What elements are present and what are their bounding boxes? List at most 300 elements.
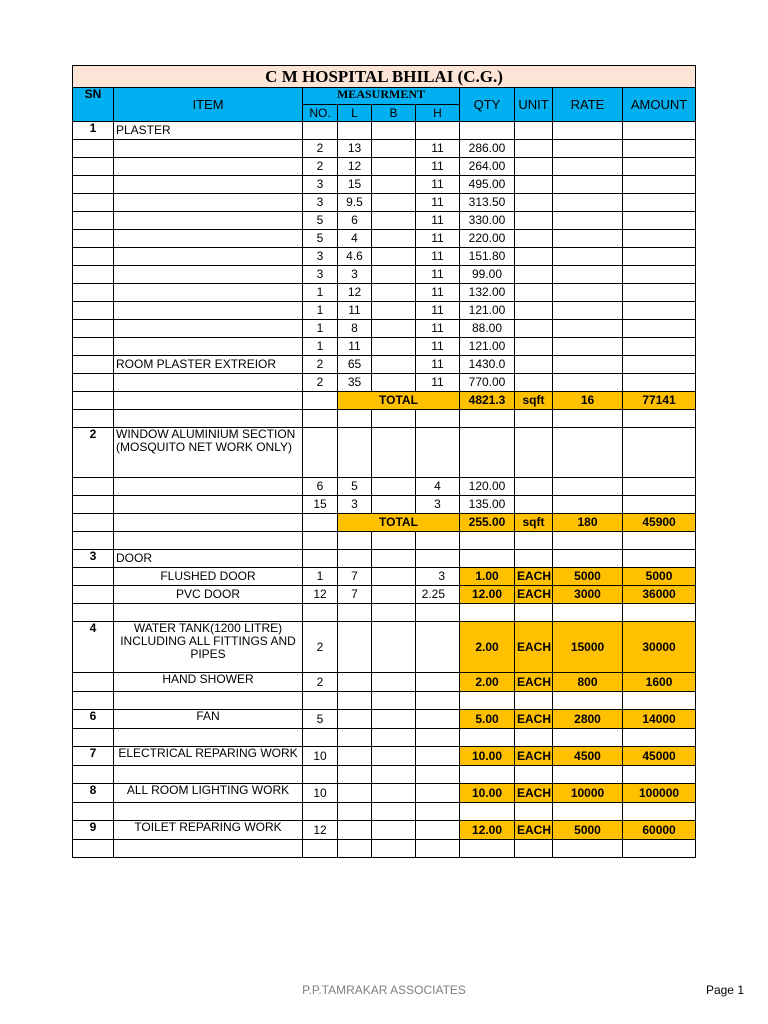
header-item: ITEM [114,88,303,122]
spacer-row [73,803,696,821]
rate-cell [553,302,623,320]
qty-cell: 135.00 [460,496,515,514]
unit-cell [515,320,553,338]
sn-cell [73,356,114,374]
footer-page-number: Page 1 [705,983,744,997]
rate-cell: 5000 [553,821,623,840]
spacer-row [73,729,696,747]
rate-cell: 800 [553,673,623,692]
breadth-cell [372,356,416,374]
qty-cell: 88.00 [460,320,515,338]
rate-cell [553,266,623,284]
total-rate: 180 [553,514,623,532]
no-cell: 1 [303,302,338,320]
rate-cell [553,496,623,514]
height-cell: 4 [416,478,460,496]
header-h: H [416,105,460,122]
qty-cell: 313.50 [460,194,515,212]
item-row [73,622,696,673]
empty-cell [460,692,515,710]
rate-cell [553,176,623,194]
empty-cell [372,766,416,784]
qty-cell: 264.00 [460,158,515,176]
header-sn: SN [73,88,114,122]
amount-cell: 36000 [623,586,696,604]
length-cell: 13 [338,140,372,158]
no-cell: 5 [303,212,338,230]
empty-cell [338,604,372,622]
empty-cell [553,692,623,710]
rate-cell [553,158,623,176]
empty-cell [460,604,515,622]
amount-cell: 30000 [623,622,696,673]
empty-cell [372,729,416,747]
rate-cell [553,140,623,158]
empty-cell [338,766,372,784]
empty-cell [303,766,338,784]
height-cell: 11 [416,158,460,176]
breadth-cell [372,673,416,692]
empty-cell [73,766,114,784]
qty-cell: 10.00 [460,784,515,803]
door-item-row [73,568,696,586]
measurement-row [73,338,696,356]
rate-cell [553,338,623,356]
height-cell: 11 [416,320,460,338]
no-cell: 5 [303,710,338,729]
section-row [73,428,696,478]
empty-cell [73,840,114,858]
breadth-cell [372,338,416,356]
breadth-cell [372,586,416,604]
empty-cell [623,766,696,784]
length-cell: 3 [338,496,372,514]
amount-cell: 100000 [623,784,696,803]
height-cell: 2.25 [416,586,460,604]
sn-cell [73,212,114,230]
empty-cell [114,604,303,622]
qty-cell: 132.00 [460,284,515,302]
qty-cell: 121.00 [460,302,515,320]
length-cell: 15 [338,176,372,194]
measurement-row [73,176,696,194]
item-cell: HAND SHOWER [114,673,303,692]
measurement-row [73,478,696,496]
sn-cell: 4 [73,622,114,673]
unit-cell: EACH [515,622,553,673]
sn-cell [73,496,114,514]
item-cell [114,284,303,302]
measurement-row [73,230,696,248]
qty-cell: 495.00 [460,176,515,194]
sn-cell [73,338,114,356]
height-cell: 11 [416,194,460,212]
empty-cell [303,803,338,821]
measurement-row [73,266,696,284]
breadth-cell [372,302,416,320]
door-rows [73,568,696,622]
no-cell: 3 [303,248,338,266]
breadth-cell [372,478,416,496]
empty-cell [515,604,553,622]
item-row [73,784,696,803]
total-unit: sqft [515,392,553,410]
total-qty: 4821.3 [460,392,515,410]
empty-cell [114,840,303,858]
measurement-row [73,248,696,266]
sn-cell [73,478,114,496]
sn-cell [73,586,114,604]
qty-cell: 2.00 [460,673,515,692]
item-row [73,710,696,729]
item-cell [114,158,303,176]
unit-cell: EACH [515,821,553,840]
amount-cell [623,194,696,212]
item-cell [114,496,303,514]
no-cell: 1 [303,338,338,356]
footer-company: P.P.TAMRAKAR ASSOCIATES [302,983,466,997]
length-cell: 7 [338,586,372,604]
section-row [73,550,696,568]
height-cell: 3 [416,496,460,514]
amount-cell [623,248,696,266]
measurement-row [73,284,696,302]
breadth-cell [372,320,416,338]
spacer-row [73,410,696,428]
empty-cell [114,803,303,821]
item-cell [114,140,303,158]
total-amount: 45900 [623,514,696,532]
sn-cell [73,230,114,248]
no-cell: 3 [303,176,338,194]
unit-cell [515,194,553,212]
height-cell: 11 [416,302,460,320]
no-cell: 1 [303,320,338,338]
amount-cell: 5000 [623,568,696,586]
empty-cell [515,766,553,784]
rate-cell [553,230,623,248]
sn-cell [73,158,114,176]
height-cell: 11 [416,266,460,284]
item-cell [114,194,303,212]
rate-cell [553,212,623,230]
qty-cell: 2.00 [460,622,515,673]
amount-cell [623,266,696,284]
qty-cell: 151.80 [460,248,515,266]
amount-cell [623,320,696,338]
amount-cell [623,158,696,176]
breadth-cell [372,496,416,514]
no-cell: 6 [303,478,338,496]
length-cell [338,622,372,673]
item-cell: PLASTER [114,122,303,140]
length-cell: 7 [338,568,372,586]
spacer-row [73,840,696,858]
empty-cell [460,729,515,747]
estimate-table [72,65,696,858]
empty-cell [553,604,623,622]
length-cell: 4 [338,230,372,248]
header-measurement: MEASURMENT [303,88,460,105]
item-cell: WATER TANK(1200 LITRE) INCLUDING ALL FITTINGS AND PIPES [114,622,303,673]
measurement-row [73,496,696,514]
amount-cell: 60000 [623,821,696,840]
item-row [73,747,696,766]
measurement-row [73,320,696,338]
measurement-row [73,140,696,158]
height-cell [416,622,460,673]
empty-cell [416,803,460,821]
total-qty: 255.00 [460,514,515,532]
length-cell [338,673,372,692]
item-cell: WINDOW ALUMINIUM SECTION (MOSQUITO NET WORK ONLY) [114,428,303,478]
unit-cell: EACH [515,568,553,586]
empty-cell [338,692,372,710]
sn-cell [73,568,114,586]
header-amount: AMOUNT [623,88,696,122]
empty-cell [460,803,515,821]
item-cell: PVC DOOR [114,586,303,604]
rate-cell: 2800 [553,710,623,729]
empty-cell [303,729,338,747]
height-cell: 11 [416,284,460,302]
total-row [73,392,696,410]
no-cell: 15 [303,496,338,514]
item-cell [114,374,303,392]
empty-cell [114,766,303,784]
empty-cell [303,692,338,710]
empty-cell [623,803,696,821]
sn-cell [73,673,114,692]
length-cell: 35 [338,374,372,392]
rate-cell [553,356,623,374]
length-cell: 8 [338,320,372,338]
qty-cell: 121.00 [460,338,515,356]
rate-cell: 15000 [553,622,623,673]
rate-cell [553,284,623,302]
sn-cell: 6 [73,710,114,729]
length-cell: 12 [338,284,372,302]
unit-cell [515,230,553,248]
breadth-cell [372,284,416,302]
item-cell [114,176,303,194]
amount-cell: 1600 [623,673,696,692]
measurement-row [73,212,696,230]
length-cell [338,821,372,840]
total-rate: 16 [553,392,623,410]
length-cell: 6 [338,212,372,230]
plaster-rows [73,140,696,392]
breadth-cell [372,176,416,194]
unit-cell [515,266,553,284]
total-label: TOTAL [338,514,460,532]
empty-cell [515,840,553,858]
amount-cell [623,302,696,320]
amount-cell [623,284,696,302]
sn-cell [73,176,114,194]
empty-cell [372,604,416,622]
empty-cell [73,692,114,710]
rate-cell: 4500 [553,747,623,766]
breadth-cell [372,710,416,729]
empty-cell [416,729,460,747]
empty-cell [303,604,338,622]
spacer-row [73,766,696,784]
qty-cell: 330.00 [460,212,515,230]
empty-cell [515,729,553,747]
amount-cell: 14000 [623,710,696,729]
empty-cell [372,803,416,821]
other-item-rows [73,622,696,858]
no-cell: 12 [303,586,338,604]
empty-cell [73,604,114,622]
breadth-cell [372,374,416,392]
empty-cell [372,840,416,858]
breadth-cell [372,194,416,212]
header-b: B [372,105,416,122]
item-cell [114,248,303,266]
empty-cell [460,840,515,858]
unit-cell [515,248,553,266]
item-cell: TOILET REPARING WORK [114,821,303,840]
empty-cell [73,729,114,747]
sn-cell: 9 [73,821,114,840]
no-cell: 2 [303,374,338,392]
total-unit: sqft [515,514,553,532]
item-row [73,821,696,840]
empty-cell [114,729,303,747]
height-cell: 3 [416,568,460,586]
header-rate: RATE [553,88,623,122]
measurement-row [73,356,696,374]
amount-cell [623,212,696,230]
unit-cell [515,374,553,392]
amount-cell [623,140,696,158]
empty-cell [553,729,623,747]
empty-cell [416,604,460,622]
title-row [73,66,696,88]
breadth-cell [372,158,416,176]
sn-cell: 3 [73,550,114,568]
amount-cell [623,338,696,356]
amount-cell [623,176,696,194]
length-cell: 5 [338,478,372,496]
item-row [73,673,696,692]
no-cell: 1 [303,568,338,586]
header-no: NO. [303,105,338,122]
amount-cell [623,496,696,514]
sn-cell: 1 [73,122,114,140]
empty-cell [553,840,623,858]
empty-cell [372,692,416,710]
empty-cell [114,692,303,710]
length-cell: 3 [338,266,372,284]
unit-cell [515,158,553,176]
qty-cell: 120.00 [460,478,515,496]
qty-cell: 220.00 [460,230,515,248]
empty-cell [623,840,696,858]
spacer-row [73,604,696,622]
unit-cell [515,284,553,302]
breadth-cell [372,821,416,840]
item-cell: FLUSHED DOOR [114,568,303,586]
item-cell [114,338,303,356]
measurement-row [73,374,696,392]
unit-cell [515,212,553,230]
measurement-row [73,158,696,176]
rate-cell: 10000 [553,784,623,803]
empty-cell [303,840,338,858]
length-cell: 12 [338,158,372,176]
qty-cell: 1430.0 [460,356,515,374]
qty-cell: 770.00 [460,374,515,392]
empty-cell [338,803,372,821]
total-row [73,514,696,532]
rate-cell: 5000 [553,568,623,586]
length-cell: 65 [338,356,372,374]
total-amount: 77141 [623,392,696,410]
length-cell: 11 [338,302,372,320]
breadth-cell [372,784,416,803]
no-cell: 3 [303,194,338,212]
empty-cell [460,766,515,784]
length-cell [338,747,372,766]
sn-cell: 2 [73,428,114,478]
door-item-row [73,586,696,604]
window-rows [73,478,696,514]
item-cell: ROOM PLASTER EXTREIOR [114,356,303,374]
no-cell: 2 [303,158,338,176]
sn-cell [73,266,114,284]
qty-cell: 12.00 [460,821,515,840]
item-cell [114,478,303,496]
spacer-row [73,532,696,550]
height-cell: 11 [416,140,460,158]
rate-cell [553,320,623,338]
height-cell: 11 [416,176,460,194]
qty-cell: 286.00 [460,140,515,158]
no-cell: 1 [303,284,338,302]
height-cell [416,784,460,803]
height-cell: 11 [416,248,460,266]
sn-cell: 8 [73,784,114,803]
height-cell: 11 [416,356,460,374]
sn-cell [73,140,114,158]
breadth-cell [372,622,416,673]
measurement-row [73,302,696,320]
no-cell: 2 [303,140,338,158]
empty-cell [515,803,553,821]
header-unit: UNIT [515,88,553,122]
qty-cell: 10.00 [460,747,515,766]
qty-cell: 5.00 [460,710,515,729]
document-title: C M HOSPITAL BHILAI (C.G.) [73,66,696,88]
length-cell: 11 [338,338,372,356]
breadth-cell [372,747,416,766]
unit-cell [515,176,553,194]
qty-cell: 12.00 [460,586,515,604]
sn-cell [73,284,114,302]
rate-cell: 3000 [553,586,623,604]
empty-cell [623,604,696,622]
sn-cell [73,302,114,320]
spacer-row [73,692,696,710]
empty-cell [623,729,696,747]
amount-cell [623,374,696,392]
breadth-cell [372,230,416,248]
empty-cell [416,766,460,784]
empty-cell [416,692,460,710]
